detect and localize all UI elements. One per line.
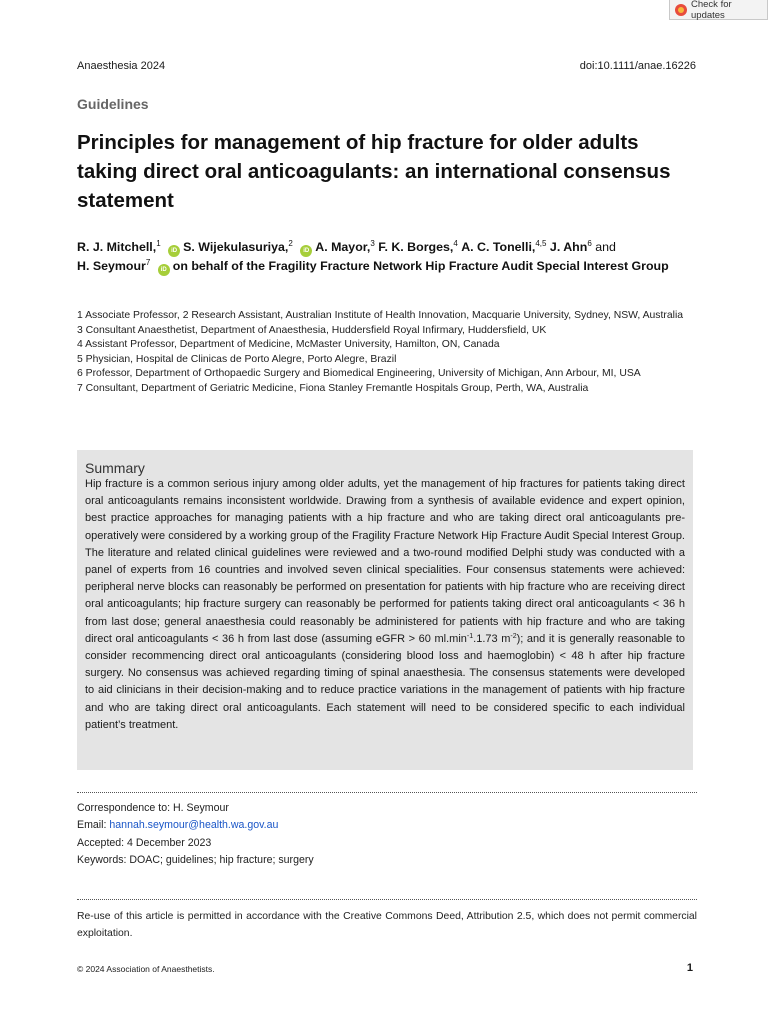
orcid-icon[interactable]: iD [300,245,312,257]
author-name: A. Mayor, [315,240,371,254]
summary-box [77,450,693,770]
article-title: Principles for management of hip fracture for older adults taking direct oral anticoagulants: an international consensus statement [77,131,671,212]
author-name: A. C. Tonelli, [461,240,536,254]
author-name: J. Ahn [549,240,588,254]
affiliation: 4 Assistant Professor, Department of Medicine, McMaster University, Hamilton, ON, Canada [77,339,500,351]
correspondence-block [77,800,314,870]
summary-part: .1.73 m [473,632,511,645]
affiliation: 6 Professor, Department of Orthopaedic Surgery and Biomedical Engineering, University of Michigan, Ann Arbour, MI, USA [77,368,641,380]
crossmark-icon [675,4,687,16]
affiliation: 1 Associate Professor, 2 Research Assistant, Australian Institute of Health Innovation, Macquarie University, Sydney, NSW, Australia [77,310,684,321]
author-affil-sup: 7 [145,258,151,267]
author-name: F. K. Borges, [378,240,454,254]
check-for-updates-label: Check for updates [691,0,732,21]
author-name: S. Wijekulasuriya, [183,240,289,254]
author-affil-sup: 6 [587,239,592,248]
affiliation: 3 Consultant Anaesthetist, Department of Anaesthesia, Huddersfield Royal Infirmary, Huddersfield, UK [77,324,547,336]
author-name: R. J. Mitchell, [77,240,157,254]
author-group: on behalf of the Fragility Fracture Network Hip Fracture Audit Special Interest Group [172,259,669,273]
summary-sup: -1 [466,632,474,640]
author-affil-sup: 1 [156,239,161,248]
email-label: Email: [77,819,110,832]
author-affil-sup: 4 [453,239,458,248]
doi-link[interactable]: doi:10.1111/anae.16226 [579,60,696,72]
keywords: Keywords: DOAC; guidelines; hip fracture; surgery [77,854,314,867]
email-line [77,817,314,834]
correspondence-to: Correspondence to: H. Seymour [77,802,229,814]
summary-part: Hip fracture is a common serious injury among older adults, yet the management of hip fractures for patients taking direct oral anticoagulants remains inconsistent worldwide. Drawing from a synthesis of available evidence and expert opinion, best practice approaches for managing patients with a hip fracture and who are taking direct oral anticoagulants pre-operatively were considered by a working group of the Fragility Fracture Network Hip Fracture Audit Special Interest Group. The literature and related clinical guidelines were reviewed and a two-round modified Delphi study was conducted with a panel of experts from 16 countries and involved seven clinical specialities. Four consensus statements were achieved: peripheral nerve blocks can reasonably be performed on presentation for patients with hip fracture who are receiving direct oral anticoagulants; hip fracture surgery can reasonably be performed for patients taking direct oral anticoagulants < 36 h from last dose; general anaesthesia could reasonably be administered for patients with hip fracture and who are taking direct oral anticoagulants < 36 h from last dose (assuming eGFR > 60 ml.min [85,478,685,645]
email-link[interactable]: hannah.seymour@health.wa.gov.au [109,819,279,832]
author-list [77,238,697,276]
reuse-notice: Re-use of this article is permitted in accordance with the Creative Commons Deed, Attribution 2.5, which does not permit commercial exploitation. [77,911,697,940]
affiliations [77,309,697,397]
author-affil-sup: 2 [288,239,293,248]
author-name: H. Seymour [77,259,146,273]
summary-part: ); and it is generally reasonable to consider recommencing direct oral anticoagulants (considering blood loss and haemoglobin) < 48 h after hip fracture surgery. No consensus was achieved regarding timing of spinal anaesthesia. The consensus statements were developed to aid clinicians in their decision-making and to reduce practice variations in the management of patients with hip fracture and who are taking direct oral anticoagulants. Each statement will need to be considered specific to each individual patient’s treatment. [85,632,685,731]
summary-sup: -2 [510,632,517,640]
accepted-date: Accepted: 4 December 2023 [77,836,212,849]
summary-text [85,476,685,734]
copyright: © 2024 Association of Anaesthetists. [77,964,215,974]
divider [77,899,697,900]
check-for-updates-button[interactable] [669,0,768,20]
summary-heading: Summary [85,460,145,476]
author-affil-sup: 4,5 [535,239,547,248]
affiliation: 7 Consultant, Department of Geriatric Medicine, Fiona Stanley Fremantle Hospitals Group, Perth, WA, Australia [77,382,589,394]
orcid-icon[interactable]: iD [168,245,180,257]
author-conjunction: and [591,240,616,254]
page-number: 1 [686,962,693,974]
divider [77,792,697,793]
journal-name: Anaesthesia 2024 [77,60,166,72]
orcid-icon[interactable]: iD [158,264,170,276]
author-affil-sup: 3 [370,239,375,248]
section-label: Guidelines [77,96,149,112]
affiliation: 5 Physician, Hospital de Clinicas de Porto Alegre, Porto Alegre, Brazil [77,353,397,365]
